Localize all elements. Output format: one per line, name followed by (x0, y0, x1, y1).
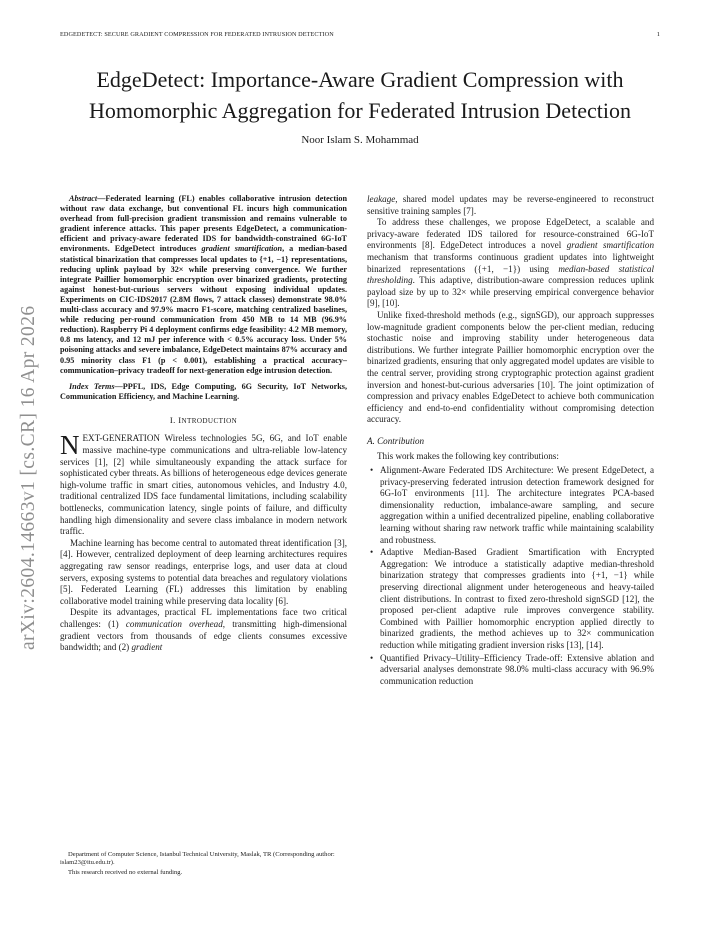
list-item (370, 465, 654, 546)
intro-paragraph-3-continued (367, 194, 654, 217)
intro-emphasis-smartification: gradient smartification (566, 240, 654, 251)
author: Noor Islam S. Mohammad (301, 134, 419, 146)
intro-text-4b: mechanism that transforms continuous gradient updates into lightweight binarized representations ({+1, −1}) using (367, 251, 654, 274)
index-terms-label: Index Terms (69, 381, 115, 391)
contribution-list (367, 465, 654, 687)
intro-emphasis-gradient: gradient (131, 642, 163, 653)
page-number: 1 (656, 31, 660, 38)
abstract-text-2: , a median-based statistical binarization that compresses local updates to {+1, −1} representations, reducing uplink payload by 32× while preserving convergence. We further integrate Paillier homomorphic encryption over binarized gradients, protecting against honest-but-curious servers without exposing individual updates. Experiments on CIC-IDS2017 (2.8M flows, 7 attack classes) demonstrate 98.0% multi-class accuracy and 97.9% macro F1-score, matching centralized baselines, while reducing per-round communication from 450 MB to 14 MB (96.9% reduction). Raspberry Pi 4 deployment confirms edge feasibility: 4.2 MB memory, 0.8 ms latency, and 12 mJ per inference with < 0.5% accuracy loss. Under 5% poisoning attacks and severe imbalance, EdgeDetect maintains 87% accuracy and 0.95 minority class F1 (p < 0.001), establishing a practical accuracy–communication–privacy tradeoff for next-generation edge intrusion detection. (60, 244, 347, 375)
intro-text-3a: Despite its advantages, practical FL implementations face two critical challenges: (1) (60, 607, 347, 629)
intro-text-3c: , shared model updates may be reverse-engineered to reconstruct sensitive training samples [7]. (367, 194, 654, 216)
left-column (60, 194, 347, 654)
bullet-icon: • (370, 465, 374, 476)
intro-text-3b: , transmitting high-dimensional gradient vectors from thousands of edge clients consumes excessive bandwidth; and (2) (60, 618, 347, 653)
intro-paragraph-1 (60, 430, 347, 537)
abstract-emphasis: gradient smartification (201, 244, 283, 254)
running-head: EDGEDETECT: SECURE GRADIENT COMPRESSION FOR FEDERATED INTRUSION DETECTION (60, 31, 334, 38)
intro-paragraph-5: Unlike fixed-threshold methods (e.g., signSGD), our approach suppresses low-magnitude gradient components below the per-client median, reducing stochastic noise and improving stability under heterogeneous data distributions. We further integrate Paillier homomorphic encryption over the binarized gradients, ensuring that only aggregated model updates are visible to the central server, providing strong cryptographic protection against gradient inversion and honest-but-curious adversaries [10]. The joint optimization of compression and privacy enables EdgeDetect to achieve both communication efficiency and end-to-end confidentiality without compromising detection accuracy. (367, 309, 654, 425)
index-terms-text: —PPFL, IDS, Edge Computing, 6G Security, IoT Networks, Communication Efficiency, and Machine Learning. (60, 381, 347, 401)
intro-text-4a: To address these challenges, we propose EdgeDetect, a scalable and privacy-aware federated IDS tailored for resource-constrained 6G-IoT environments [8]. EdgeDetect introduces a novel (367, 217, 654, 251)
paper-title (60, 64, 660, 126)
section-title-rest: NTRODUCTION (181, 416, 238, 425)
intro-emphasis-overhead: communication overhead (125, 618, 223, 629)
contribution-item-2: Adaptive Median-Based Gradient Smartification with Encrypted Aggregation: We introduce a statistically adaptive median-threshold binarization strategy that compresses gradients into {+1, −1} while preserving directional alignment under heterogeneous and heavy-tailed client distributions. In contrast to fixed zero-threshold signSGD [12], the proposed per-client adaptive rule improves convergence stability. Combined with Paillier homomorphic encryption applied directly to binarized gradients, the method achieves up to 32× communication reduction while mitigating gradient inversion risks [13], [14]. (380, 547, 654, 650)
bullet-icon: • (370, 547, 374, 558)
intro-text-4c: . This adaptive, distribution-aware compression reduces uplink payload size by up to 32× while preserving empirical convergence behavior [9], [10]. (367, 275, 654, 309)
section-numeral: I. (169, 414, 176, 425)
arxiv-stamp[interactable]: arXiv:2604.14663v1 [cs.CR] 16 Apr 2026 (18, 305, 39, 650)
footnote-affiliation: Department of Computer Science, Istanbul Technical University, Maslak, TR (Corresponding author: islam23@itu.edu.tr). (60, 851, 335, 867)
contribution-item-3: Quantified Privacy–Utility–Efficiency Trade-off: Extensive ablation and adversarial analyses demonstrate 98.0% multi-class accuracy with 96.9% communication reduction (380, 652, 654, 686)
footnote-funding: This research received no external funding. (68, 868, 183, 876)
section-heading-introduction (60, 415, 347, 428)
intro-emphasis-median: median-based statistical thresholding (367, 263, 654, 286)
index-terms (60, 382, 347, 402)
intro-paragraph-2: Machine learning has become central to automated threat identification [3], [4]. However, centralized deployment of deep learning architectures requires aggregating raw sensor readings, enterprise logs, and user data at cloud servers, exposing systems to potential data breaches and regulatory violations [5]. Federated Learning (FL) addresses this limitation by enabling collaborative model training while preserving data locality [6]. (60, 537, 347, 606)
bullet-icon: • (370, 652, 374, 663)
intro-lead-caps: EXT-GENERATION (82, 433, 160, 444)
section-title-first: I (178, 414, 182, 425)
intro-paragraph-4 (367, 217, 654, 310)
intro-paragraph-3 (60, 607, 347, 653)
list-item (370, 547, 654, 651)
intro-emphasis-leakage: leakage (367, 194, 396, 204)
contribution-item-1: Alignment-Aware Federated IDS Architecture: We present EdgeDetect, a privacy-preserving federated intrusion detection framework designed for 6G-IoT environments [11]. The architecture integrates PCA-based dimensionality reduction, imbalance-aware sampling, and secure aggregation within a unified decentralized pipeline, enabling collaborative learning without sharing raw network traffic while maintaining scalability and robustness. (380, 465, 654, 545)
abstract-text-1: —Federated learning (FL) enables collaborative intrusion detection without raw data exchange, but conventional FL incurs high communication overhead from full-precision gradient transmission and remains vulnerable to gradient inference attacks. This paper presents EdgeDetect, a communication-efficient and privacy-aware federated IDS for bandwidth-constrained 6G-IoT environments. EdgeDetect introduces (60, 194, 347, 254)
contribution-lead: This work makes the following key contributions: (377, 451, 559, 462)
footnotes (60, 851, 347, 877)
drop-cap: N (60, 430, 80, 461)
abstract-label: Abstract (69, 194, 98, 203)
right-column (367, 194, 654, 688)
title-line-1: EdgeDetect: Importance-Aware Gradient Compression with (96, 67, 624, 92)
title-line-2: Homomorphic Aggregation for Federated Intrusion Detection (89, 98, 631, 123)
subsection-heading-contribution: A. Contribution (367, 435, 425, 446)
abstract (60, 194, 347, 376)
list-item (370, 652, 654, 688)
intro-text-1: Wireless technologies 5G, 6G, and IoT enable massive machine-type communications and ultra-reliable low-latency services [1], [2] while simultaneously expanding the attack surface for sophisticated cyber threats. As billions of heterogeneous edge devices generate high-volume traffic in smart cities, autonomous vehicles, and Industry 4.0, traditional centralized IDS face fundamental limitations, including scalability bottlenecks, communication latency, single points of failure, and difficulty handling high dimensionality and severe class imbalance in modern network traffic. (60, 433, 347, 537)
